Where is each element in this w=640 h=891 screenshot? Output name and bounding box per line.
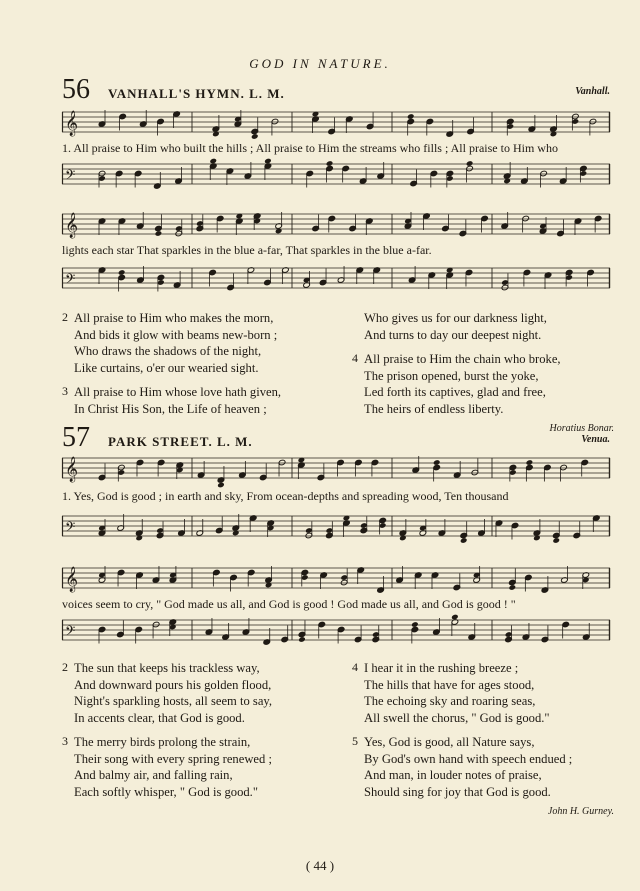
- verses-right-column: [352, 310, 620, 434]
- verse-line: Their song with every spring renewed ;: [74, 751, 272, 766]
- hymn-57-header: [62, 424, 610, 452]
- stanza: [352, 660, 620, 726]
- music-staff: [62, 160, 610, 188]
- author-credit: Horatius Bonar.: [549, 423, 614, 434]
- composer: Venua.: [581, 434, 610, 445]
- verses-left-column: [62, 310, 330, 425]
- staff-drawing: [62, 616, 610, 644]
- stanza-number: 3: [62, 384, 68, 398]
- hymn-number: 57: [62, 422, 90, 453]
- stanza-number: 2: [62, 660, 68, 674]
- verse-line: Who draws the shadows of the night,: [74, 344, 262, 358]
- page-number: ( 44 ): [305, 858, 335, 873]
- verse-line: Night's sparkling hosts, all seem to say,: [74, 694, 273, 708]
- verse-line: In accents clear, that God is good.: [74, 710, 245, 725]
- hymn-56-header: [62, 76, 610, 104]
- music-staff: [62, 108, 610, 136]
- stanza-number: 4: [352, 660, 358, 674]
- verse-line: In Christ His Son, the Life of heaven ;: [74, 401, 267, 416]
- verse-line: And bids it glow with beams new-born ;: [74, 327, 278, 342]
- stanza: [62, 734, 330, 800]
- stanza-number: 5: [352, 734, 358, 748]
- music-staff: [62, 616, 610, 644]
- author-credit: John H. Gurney.: [547, 806, 614, 817]
- verse-line: The echoing sky and roaring seas,: [364, 694, 536, 708]
- stanza: [352, 734, 620, 800]
- verse-line: All praise to Him whose love hath given,: [74, 385, 282, 399]
- verse-line: All praise to Him who makes the morn,: [74, 311, 274, 325]
- verse-line: And turns to day our deepest night.: [364, 327, 542, 342]
- verse-line: And man, in louder notes of praise,: [364, 768, 542, 782]
- stanza: [62, 310, 330, 376]
- stanza: [62, 660, 330, 726]
- verse-line: All swell the chorus, " God is good.": [364, 710, 550, 725]
- hymn-number: 56: [62, 74, 90, 105]
- verse-line: And balmy air, and falling rain,: [74, 768, 233, 782]
- verse-line: Each softly whisper, " God is good.": [74, 784, 258, 799]
- svg-text:𝄢: 𝄢: [65, 519, 76, 538]
- svg-text:𝄞: 𝄞: [65, 111, 79, 136]
- lyric-line: 1. All praise to Him who built the hills ; All praise to Him the streams who fills ; All praise to Him who: [62, 141, 558, 155]
- staff-drawing: [62, 264, 610, 292]
- staff-drawing: [62, 454, 610, 482]
- verse-line: All praise to Him the chain who broke,: [364, 352, 561, 366]
- staff-drawing: [62, 564, 610, 592]
- svg-text:𝄞: 𝄞: [65, 567, 79, 592]
- verse-line: Like curtains, o'er our wearied sight.: [74, 360, 259, 375]
- svg-text:𝄞: 𝄞: [65, 457, 79, 482]
- lyric-line: lights each star That sparkles in the blue a-far, That sparkles in the blue a-far.: [62, 243, 432, 257]
- hymn-56-verses: [62, 310, 630, 434]
- verse-line: Yes, God is good, all Nature says,: [364, 735, 535, 749]
- verse-line: By God's own hand with speech endued ;: [364, 751, 573, 766]
- stanza: [352, 351, 620, 417]
- music-staff: [62, 264, 610, 292]
- hymn-57-verses: [62, 660, 630, 850]
- composer: Vanhall.: [575, 86, 610, 97]
- music-staff: [62, 564, 610, 592]
- tune-name: PARK STREET. L. M.: [108, 434, 253, 449]
- verse-line: Led forth its captives, glad and free,: [364, 385, 546, 399]
- verse-line: And downward pours his golden flood,: [74, 677, 272, 692]
- verses-right-column: [352, 660, 620, 817]
- staff-drawing: [62, 160, 610, 188]
- verse-line: The heirs of endless liberty.: [364, 401, 504, 416]
- tune-name: VANHALL'S HYMN. L. M.: [108, 86, 285, 101]
- lyric-line: voices seem to cry, " God made us all, and God is good ! God made us all, and God is good ! ": [62, 597, 516, 611]
- svg-text:𝄢: 𝄢: [65, 271, 76, 290]
- svg-text:𝄞: 𝄞: [65, 213, 79, 238]
- verse-line: Who gives us for our darkness light,: [364, 311, 547, 325]
- verse-line: Should sing for joy that God is good.: [364, 784, 551, 799]
- verse-line: The prison opened, burst the yoke,: [364, 368, 539, 383]
- verses-left-column: [62, 660, 330, 808]
- svg-text:𝄢: 𝄢: [65, 623, 76, 642]
- stanza-number: 3: [62, 734, 68, 748]
- staff-drawing: [62, 108, 610, 136]
- stanza: [62, 384, 330, 417]
- section-title: GOD IN NATURE.: [249, 56, 391, 71]
- music-staff: [62, 512, 610, 540]
- verse-line: The hills that have for ages stood,: [364, 677, 535, 692]
- stanza-number: 2: [62, 310, 68, 324]
- stanza: [352, 310, 620, 343]
- staff-drawing: [62, 210, 610, 238]
- music-staff: [62, 454, 610, 482]
- verse-line: I hear it in the rushing breeze ;: [364, 661, 519, 675]
- verse-line: The sun that keeps his trackless way,: [74, 661, 260, 675]
- staff-drawing: [62, 512, 610, 540]
- verse-line: The merry birds prolong the strain,: [74, 735, 251, 749]
- lyric-line: 1. Yes, God is good ; in earth and sky, From ocean-depths and spreading wood, Ten thousand: [62, 489, 509, 503]
- stanza-number: 4: [352, 351, 358, 365]
- music-staff: [62, 210, 610, 238]
- svg-text:𝄢: 𝄢: [65, 167, 76, 186]
